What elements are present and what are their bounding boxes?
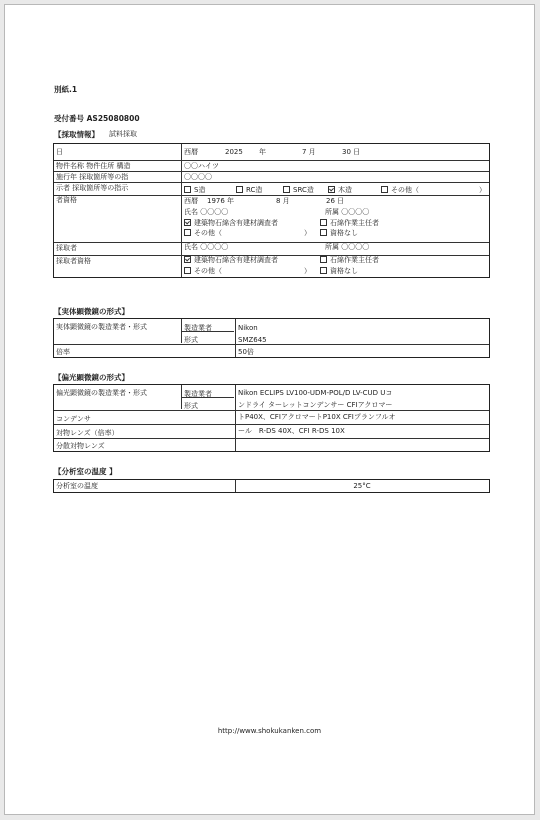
birth-day: 26 日 xyxy=(326,197,345,205)
property-label: 物件名称 物件住所 構造 xyxy=(56,162,131,170)
polar-model-label: 形式 xyxy=(184,402,198,410)
instructor-affiliation: 所属 〇〇〇〇 xyxy=(325,208,370,216)
struct-other-close: ） xyxy=(479,186,486,194)
sampler-affiliation: 所属 〇〇〇〇 xyxy=(325,243,370,251)
polar-section-header: 【偏光顕微鏡の形式】 xyxy=(54,373,129,382)
stereo-microscope-table xyxy=(53,318,490,358)
s-other-option[interactable]: その他（ xyxy=(184,267,222,276)
checkbox-icon xyxy=(236,186,243,193)
polar-spec-line-2: ンドライ ターレットコンデンサー CFIアクロマー xyxy=(238,401,393,409)
room-temp-label: 分析室の温度 xyxy=(56,482,98,490)
sampling-section-header: 【採取情報】 xyxy=(54,130,99,139)
date-era: 西暦 xyxy=(184,148,198,156)
sampling-subtitle: 試料採取 xyxy=(109,130,137,138)
sampling-info-table xyxy=(53,143,490,278)
struct-wood-option[interactable]: 木造 xyxy=(328,186,352,195)
qual-survey-option[interactable]: 建築物石綿含有建材調査者 xyxy=(184,219,278,228)
birth-year: 1976 年 xyxy=(207,197,235,205)
stereo-model-value: SMZ645 xyxy=(238,336,267,344)
structure-label: 示者 採取箇所等の指示 xyxy=(56,184,129,192)
date-year: 2025 xyxy=(225,148,243,156)
reception-number: 受付番号 AS25080800 xyxy=(54,114,140,123)
date-label: 日 xyxy=(56,148,63,156)
qual-other-close: ） xyxy=(304,229,311,237)
construction-value: 〇〇〇〇 xyxy=(184,173,212,181)
qual-other-option[interactable]: その他（ xyxy=(184,229,222,238)
s-other-close: ） xyxy=(304,267,311,275)
construction-label: 施行年 採取箇所等の指 xyxy=(56,173,129,181)
polar-spec-line-4: ール R-DS 40X、CFI R-DS 10X xyxy=(238,427,345,435)
birth-era: 西暦 xyxy=(184,197,198,205)
footer-url: http://www.shokukanken.com xyxy=(217,727,322,735)
document-page xyxy=(4,4,535,815)
polar-microscope-table xyxy=(53,384,490,452)
struct-rc-option[interactable]: RC造 xyxy=(236,186,262,195)
date-month: 7 月 xyxy=(302,148,316,156)
sampler-qual-label: 採取者資格 xyxy=(56,257,91,265)
polar-spec-line-1: Nikon ECLIPS LV100-UDM-POL/D LV-CUD Uコ xyxy=(238,389,393,397)
condenser-label: コンデンサ xyxy=(56,415,91,423)
qualification-label: 者資格 xyxy=(56,196,77,204)
room-temp-value: 25°C xyxy=(353,482,371,490)
checkbox-icon xyxy=(184,186,191,193)
sampler-name: 氏名 〇〇〇〇 xyxy=(184,243,229,251)
stereo-magnification-value: 50倍 xyxy=(238,348,254,356)
qual-none-option[interactable]: 資格なし xyxy=(320,229,358,238)
dispersion-lens-label: 分散対物レンズ xyxy=(56,442,105,450)
qual-chief-option[interactable]: 石綿作業主任者 xyxy=(320,219,379,228)
date-year-unit: 年 xyxy=(259,148,266,156)
checked-checkbox-icon xyxy=(184,219,191,226)
checked-checkbox-icon xyxy=(184,256,191,263)
sampler-label: 採取者 xyxy=(56,244,77,252)
stereo-magnification-label: 倍率 xyxy=(56,348,70,356)
room-temp-table xyxy=(53,479,490,493)
birth-month: 8 月 xyxy=(276,197,290,205)
checkbox-icon xyxy=(184,229,191,236)
checkbox-icon xyxy=(381,186,388,193)
polar-maker-label: 製造業者 xyxy=(184,390,212,398)
stereo-maker-value: Nikon xyxy=(238,324,258,332)
polar-spec-line-3: トP40X、CFIアクロマートP10X CFIプランフルオ xyxy=(238,413,396,421)
room-temp-section-header: 【分析室の温度 】 xyxy=(54,467,117,476)
checkbox-icon xyxy=(320,256,327,263)
date-day: 30 日 xyxy=(342,148,361,156)
stereo-model-label: 形式 xyxy=(184,336,198,344)
s-chief-option[interactable]: 石綿作業主任者 xyxy=(320,256,379,265)
checkbox-icon xyxy=(184,267,191,274)
struct-s-option[interactable]: S造 xyxy=(184,186,205,195)
stereo-maker-model-label: 実体顕微鏡の製造業者・形式 xyxy=(56,323,147,331)
stereo-section-header: 【実体顕微鏡の形式】 xyxy=(54,307,129,316)
s-survey-option[interactable]: 建築物石綿含有建材調査者 xyxy=(184,256,278,265)
stereo-maker-label: 製造業者 xyxy=(184,324,212,332)
struct-src-option[interactable]: SRC造 xyxy=(283,186,314,195)
property-name: 〇〇ハイツ xyxy=(184,162,219,170)
instructor-name: 氏名 〇〇〇〇 xyxy=(184,208,229,216)
objective-lens-label: 対物レンズ（倍率） xyxy=(56,429,119,437)
polar-maker-model-label: 偏光顕微鏡の製造業者・形式 xyxy=(56,389,147,397)
struct-other-option[interactable]: その他（ xyxy=(381,186,419,195)
s-none-option[interactable]: 資格なし xyxy=(320,267,358,276)
document-title: 別紙.1 xyxy=(54,85,78,94)
checkbox-icon xyxy=(320,229,327,236)
checkbox-icon xyxy=(320,267,327,274)
checked-checkbox-icon xyxy=(328,186,335,193)
checkbox-icon xyxy=(283,186,290,193)
checkbox-icon xyxy=(320,219,327,226)
